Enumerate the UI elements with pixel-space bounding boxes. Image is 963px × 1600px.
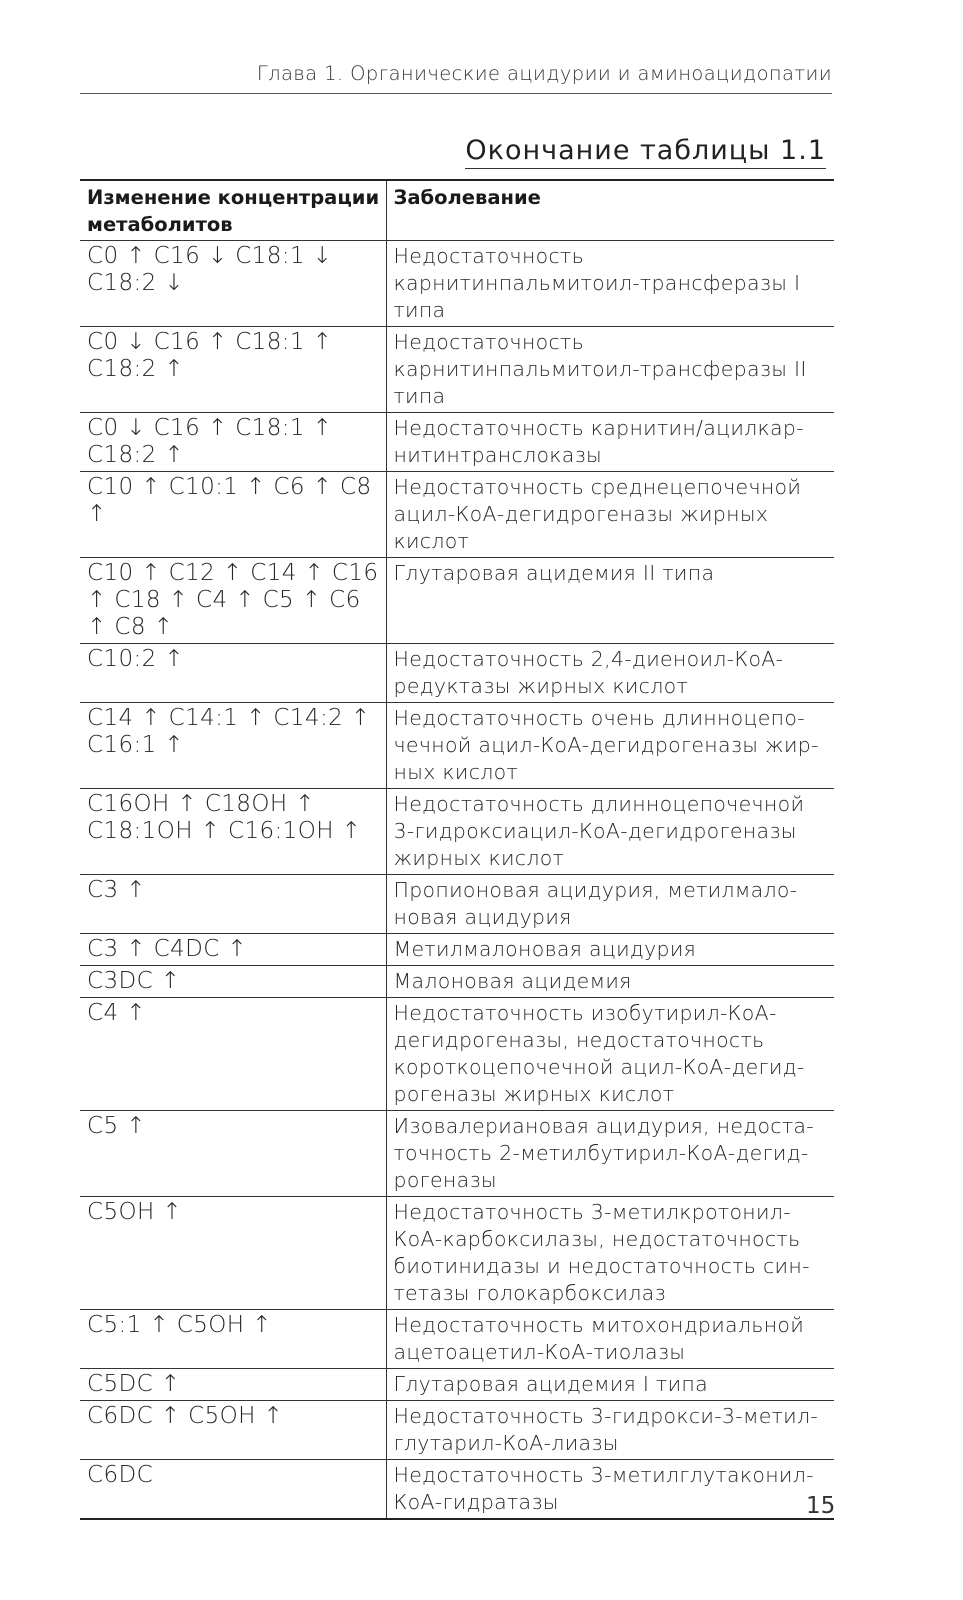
table-header-row	[80, 180, 834, 241]
table-row	[80, 998, 834, 1111]
table-row	[80, 966, 834, 998]
metabolites-cell: C0 ↑ C16 ↓ C18:1 ↓ C18:2 ↓	[80, 241, 386, 327]
metabolites-cell: C14 ↑ C14:1 ↑ C14:2 ↑ C16:1 ↑	[80, 703, 386, 789]
table-row	[80, 241, 834, 327]
metabolites-cell: C10 ↑ C10:1 ↑ C6 ↑ C8 ↑	[80, 472, 386, 558]
disease-cell: Изовалериановая ацидурия, недоста-точность 2-метилбутирил-КоА-дегид-рогеназы	[393, 1114, 814, 1192]
disease-cell: Недостаточность среднецепочечной ацил-КоА-дегидрогеназы жирных кислот	[393, 475, 802, 553]
metabolites-cell: C5 ↑	[80, 1111, 386, 1197]
column-header-disease: Заболевание	[393, 186, 541, 209]
disease-cell: Метилмалоновая ацидурия	[393, 937, 697, 961]
table-row	[80, 472, 834, 558]
table-row	[80, 558, 834, 644]
disease-cell: Недостаточность карнитинпальмитоил-трансферазы I типа	[393, 244, 801, 322]
metabolites-cell: C0 ↓ C16 ↑ C18:1 ↑ C18:2 ↑	[80, 413, 386, 472]
table-caption: Окончание таблицы 1.1	[465, 135, 826, 169]
table-row	[80, 413, 834, 472]
metabolites-cell: C3DC ↑	[80, 966, 386, 998]
table-row	[80, 1369, 834, 1401]
table-row	[80, 1197, 834, 1310]
disease-cell: Недостаточность карнитин/ацилкар-нитинтранслоказы	[393, 416, 804, 467]
table-row	[80, 1310, 834, 1369]
table-row	[80, 1460, 834, 1520]
disease-cell: Недостаточность очень длинноцепо-чечной ацил-КоА-дегидрогеназы жир-ных кислот	[393, 706, 819, 784]
column-header-metabolites: Изменение концентрации метаболитов	[80, 180, 386, 241]
disease-cell: Недостаточность митохондриальной ацетоацетил-КоА-тиолазы	[393, 1313, 805, 1364]
metabolites-cell: C6DC	[80, 1460, 386, 1520]
table-row	[80, 875, 834, 934]
metabolites-cell: C16OH ↑ C18OH ↑ C18:1OH ↑ C16:1OH ↑	[80, 789, 386, 875]
metabolites-cell: C4 ↑	[80, 998, 386, 1111]
metabolites-cell: C5:1 ↑ C5OH ↑	[80, 1310, 386, 1369]
table-row	[80, 644, 834, 703]
table-row	[80, 1111, 834, 1197]
metabolites-cell: C3 ↑	[80, 875, 386, 934]
metabolites-cell: C0 ↓ C16 ↑ C18:1 ↑ C18:2 ↑	[80, 327, 386, 413]
page-number: 15	[806, 1493, 836, 1519]
table-row	[80, 327, 834, 413]
disease-cell: Малоновая ацидемия	[393, 969, 632, 993]
metabolites-cell: C10 ↑ C12 ↑ C14 ↑ C16 ↑ C18 ↑ C4 ↑ C5 ↑ C6 ↑ C8 ↑	[80, 558, 386, 644]
metabolite-disease-table	[80, 179, 834, 1520]
metabolites-cell: C3 ↑ C4DC ↑	[80, 934, 386, 966]
table-row	[80, 934, 834, 966]
table-row	[80, 1401, 834, 1460]
metabolites-cell: C5DC ↑	[80, 1369, 386, 1401]
table-row	[80, 789, 834, 875]
disease-cell: Недостаточность карнитинпальмитоил-трансферазы II типа	[393, 330, 807, 408]
disease-cell: Недостаточность 2,4-диеноил-КоА-редуктазы жирных кислот	[393, 647, 784, 698]
disease-cell: Недостаточность 3-гидрокси-3-метил-глутарил-КоА-лиазы	[393, 1404, 819, 1455]
disease-cell: Пропионовая ацидурия, метилмало-новая ацидурия	[393, 878, 798, 929]
metabolites-cell: C10:2 ↑	[80, 644, 386, 703]
disease-cell: Недостаточность изобутирил-КоА-дегидрогеназы, недостаточность короткоцепочечной ацил-КоА-дегид-рогеназы жирных кислот	[393, 1001, 805, 1106]
metabolites-cell: C5OH ↑	[80, 1197, 386, 1310]
running-header: Глава 1. Органические ацидурии и аминоацидопатии	[256, 62, 832, 85]
disease-cell: Недостаточность 3-метилкротонил-КоА-карбоксилазы, недостаточность биотинидазы и недостаточность син-тетазы голокарбоксилаз	[393, 1200, 810, 1305]
table-row	[80, 703, 834, 789]
disease-cell: Недостаточность длинноцепочечной 3-гидроксиацил-КоА-дегидрогеназы жирных кислот	[393, 792, 805, 870]
disease-cell: Недостаточность 3-метилглутаконил-КоА-гидратазы	[393, 1463, 814, 1514]
header-rule	[80, 93, 832, 94]
disease-cell: Глутаровая ацидемия I типа	[393, 1372, 708, 1396]
metabolites-cell: C6DC ↑ C5OH ↑	[80, 1401, 386, 1460]
disease-cell: Глутаровая ацидемия II типа	[393, 561, 715, 585]
